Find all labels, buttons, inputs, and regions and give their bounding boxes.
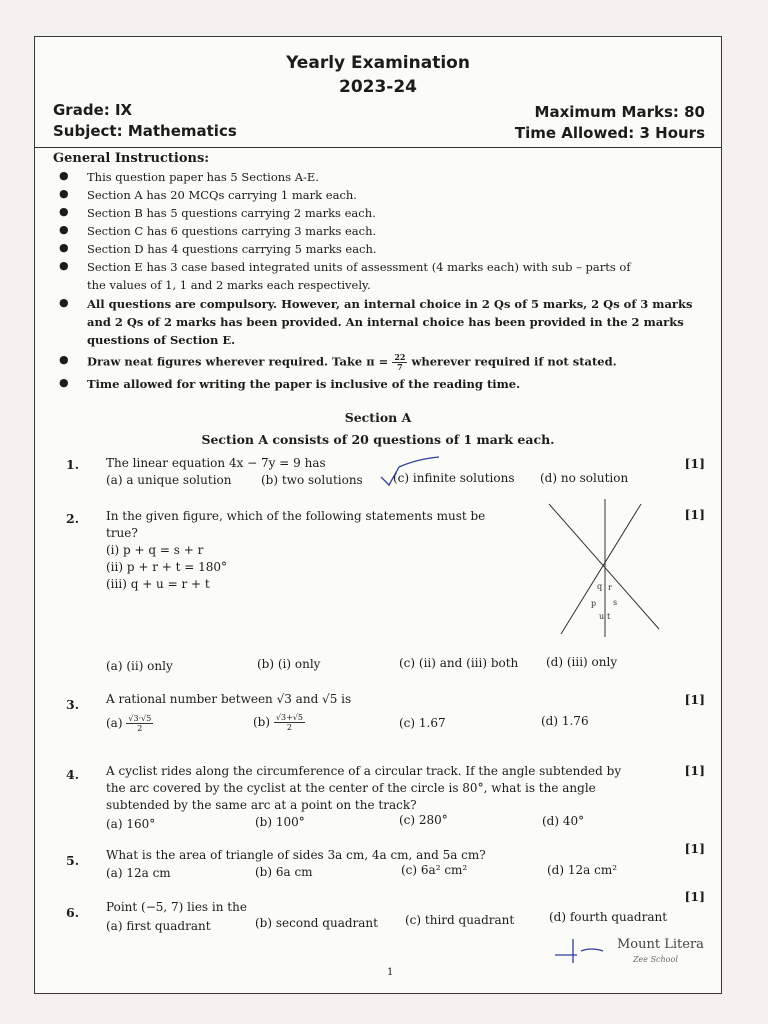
option-a: (a) (ii) only [106,659,173,673]
question-marks: [1] [684,763,705,778]
statement-iii: (iii) q + u = r + t [106,577,210,591]
option-a: (a) a unique solution [106,473,232,487]
question-text-continued: the arc covered by the cyclist at the center of the circle is 80°, what is the angle [106,781,596,795]
bullet-icon: ● [59,169,69,182]
figure-label: u [599,612,605,621]
option-b: (b) 6a cm [255,865,313,879]
bullet-icon: ● [59,223,69,236]
option-c: (c) (ii) and (iii) both [399,656,519,670]
question-number: 2. [66,511,80,526]
exam-title: Yearly Examination [286,53,470,73]
question-paper [34,36,722,994]
instruction-item: ● Draw neat figures wherever required. Take π = $\frac{22}{7}$ wherever required if not stated. [59,352,617,372]
option-c: (c) 280° [399,813,448,827]
section-subtitle: Section A consists of 20 questions of 1 mark each. [201,432,555,447]
intersecting-lines-figure [541,499,671,639]
option-a: (a) 12a cm [106,866,171,880]
question-text: The linear equation 4x − 7y = 9 has [106,456,326,470]
pi-fraction: $\frac{22}{7}$ [394,352,406,372]
bullet-icon: ● [59,353,69,366]
bullet-icon: ● [59,296,69,309]
question-text: A rational number between √3 and √5 is [106,692,352,706]
question-number: 6. [66,905,80,920]
tick-mark-icon [377,451,447,491]
figure-label: t [607,612,611,621]
option-b: (b) second quadrant [255,916,378,930]
option-d: (d) 40° [542,814,585,828]
question-marks: [1] [684,841,705,856]
option-b: (b) (i) only [257,657,321,671]
figure-label: s [613,598,618,607]
header-divider [35,147,721,148]
question-marks: [1] [684,507,705,522]
time-allowed: Time Allowed: 3 Hours [514,124,705,142]
question-marks: [1] [684,692,705,707]
max-marks: Maximum Marks: 80 [534,103,705,121]
option-c: (c) 6a² cm² [401,863,468,877]
instruction-item: ● This question paper has 5 Sections A-E. [59,169,319,184]
option-d: (d) 1.76 [541,714,589,728]
option-c: (c) infinite solutions [393,471,515,485]
page-number: 1 [387,967,394,978]
question-marks: [1] [684,889,705,904]
question-number: 4. [66,767,80,782]
instruction-item-continued: questions of Section E. [87,333,236,347]
instruction-item: ● Section C has 6 questions carrying 3 marks each. [59,223,377,238]
option-a: (a) $\frac{√3\cdot√5}{2}$ [106,714,152,733]
option-c: (c) third quadrant [405,913,515,927]
option-a: (a) 160° [106,817,156,831]
bullet-icon: ● [59,205,69,218]
figure-label: r [608,583,612,592]
option-d: (d) (iii) only [546,655,618,669]
instruction-item: ● Section D has 4 questions carrying 5 marks each. [59,241,377,256]
subject-label: Subject: Mathematics [53,122,237,140]
figure-label: p [591,599,597,608]
statement-ii: (ii) p + r + t = 180° [106,560,228,574]
question-text: A cyclist rides along the circumference of a circular track. If the angle subtended by [106,764,622,778]
instruction-item: ● Section E has 3 case based integrated units of assessment (4 marks each) with sub – parts of [59,259,631,274]
statement-i: (i) p + q = s + r [106,543,204,557]
instruction-item: ● Section B has 5 questions carrying 2 marks each. [59,205,376,220]
option-b: (b) 100° [255,815,305,829]
section-title: Section A [344,410,412,425]
option-b: (b) $\frac{√3+√5}{2}$ [253,713,303,732]
instruction-item: ● All questions are compulsory. However, an internal choice in 2 Qs of 5 marks, 2 Qs of 3 marks [59,296,693,311]
instruction-item: ● Section A has 20 MCQs carrying 1 mark each. [59,187,357,202]
question-text: In the given figure, which of the following statements must be [106,509,486,523]
question-text-continued: subtended by the same arc at a point on the track? [106,798,417,812]
question-number: 1. [66,457,80,472]
bullet-icon: ● [59,376,69,389]
bullet-icon: ● [59,241,69,254]
bullet-icon: ● [59,259,69,272]
grade-label: Grade: IX [53,101,133,119]
question-number: 3. [66,697,80,712]
instructions-heading: General Instructions: [53,151,210,166]
instruction-item: ● Time allowed for writing the paper is inclusive of the reading time. [59,376,521,391]
option-c: (c) 1.67 [399,716,446,730]
school-logo-icon [551,933,611,967]
question-number: 5. [66,853,80,868]
option-d: (d) 12a cm² [547,863,618,877]
figure-label: q [597,582,603,591]
option-a: (a) first quadrant [106,919,211,933]
question-text: What is the area of triangle of sides 3a cm, 4a cm, and 5a cm? [106,848,486,862]
exam-year: 2023-24 [338,77,418,97]
option-d: (d) no solution [540,471,629,485]
question-text-continued: true? [106,526,138,540]
instruction-item-continued: and 2 Qs of 2 marks has been provided. An internal choice has been provided in the 2 marks [87,315,684,329]
school-logo-subtext: Zee School [633,955,678,964]
option-d: (d) fourth quadrant [549,910,668,924]
school-logo-text: Mount Litera [617,937,704,952]
question-marks: [1] [684,456,705,471]
option-b: (b) two solutions [261,473,363,487]
question-text: Point (−5, 7) lies in the [106,900,247,914]
bullet-icon: ● [59,187,69,200]
instruction-item-continued: the values of 1, 1 and 2 marks each respectively. [87,278,371,292]
